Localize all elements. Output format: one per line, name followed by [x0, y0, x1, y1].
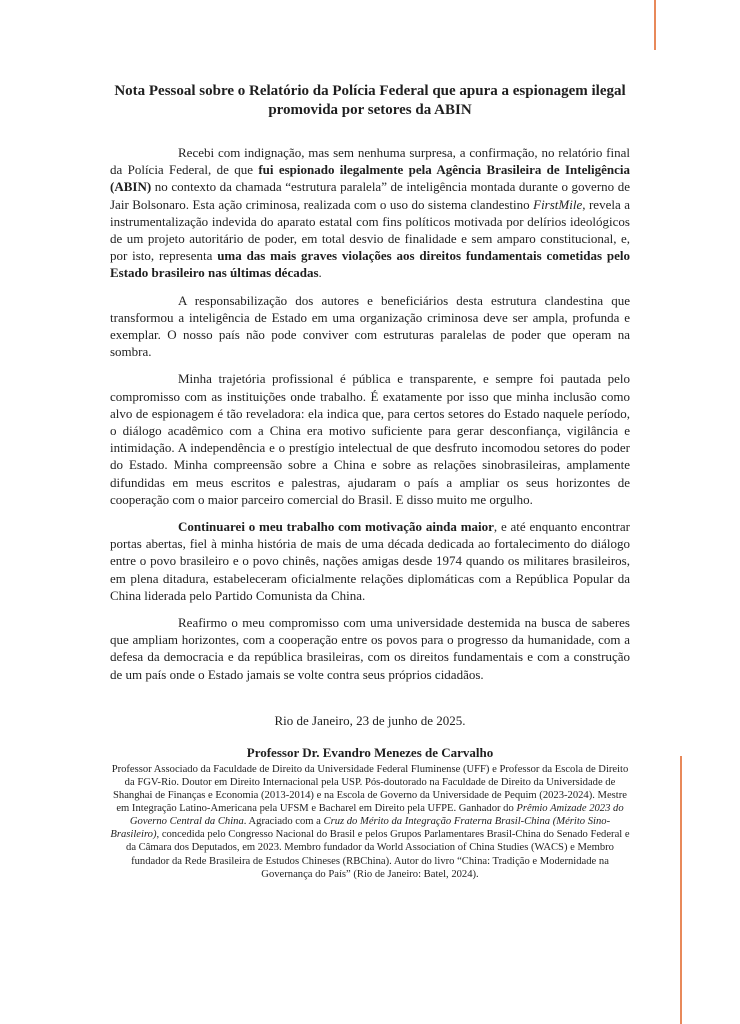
paragraph-2-run-0: A responsabilização dos autores e beneficiários desta estrutura clandestina que transformou a inteligência de Estado em uma organização criminosa deve ser ampla, profunda e exemplar. O nosso país não pode conviver com estruturas paralelas de poder que operam na sombra. — [110, 292, 630, 360]
paragraph-1-run-4: , revela a instrumentalização indevida do aparato estatal com fins políticos motivada por delírios ideológicos de um projeto autoritário de poder, em total desvio de finalidade e sem amparo constitucional, e, por isto, representa — [110, 196, 630, 264]
body-paragraph-4 — [110, 518, 630, 604]
paragraph-5-run-0: Reafirmo o meu compromisso com uma universidade destemida na busca de saberes que ampliam horizontes, com a cooperação entre os povos para o progresso da humanidade, com a defesa da democracia e da república brasileiras, com os direitos fundamentais e com a construção de um país onde o Estado jamais se volte contra seus próprios cidadãos. — [110, 615, 630, 682]
paragraph-1-run-2: no contexto da chamada “estrutura paralela” de inteligência montada durante o governo de Jair Bolsonaro. Esta ação criminosa, realizada com o uso do sistema clandestino — [110, 179, 630, 212]
author-name: Professor Dr. Evandro Menezes de Carvalho — [246, 744, 494, 760]
body-paragraph-5 — [110, 614, 630, 683]
paragraph-3-run-0: Minha trajetória profissional é pública e transparente, e sempre foi pautada pelo compromisso com as instituições onde trabalho. É exatamente por isso que minha inclusão como alvo de espionagem é tão reveladora: ela indica que, para certos setores do Estado naquele período, o diálogo acadêmico com a China era motivo suficiente para gerar desconfiança, vigilância e intimidação. A independência e o prestígio intelectual de que desfruto incomodou setores do poder do Estado. Minha compreensão sobre a China e sobre as relações sinobrasileiras, amplamente difundidas em meus escritos e palestras, ajudaram o país a ampliar os seus horizontes de cooperação com o maior parceiro comercial do Brasil. E disso muito me orgulho. — [110, 371, 630, 507]
accent-line-top — [654, 0, 656, 50]
author-bio — [110, 763, 630, 881]
bio-run-1-italic: Prêmio Amizade 2023 do Governo Central da China — [129, 803, 624, 828]
page-title: Nota Pessoal sobre o Relatório da Polícia Federal que apura a espionagem ilegal promovida por setores da ABIN — [114, 83, 626, 118]
place-date: Rio de Janeiro, 23 de junho de 2025. — [274, 712, 466, 728]
paragraph-4-run-0-bold: Continuarei o meu trabalho com motivação ainda maior — [178, 519, 494, 535]
paragraph-1-run-3-italic: FirstMile — [533, 196, 583, 212]
document — [110, 82, 630, 881]
paragraph-1-run-1-bold: fui espionado ilegalmente pela Agência Brasileira de Inteligência (ABIN) — [110, 162, 630, 195]
paragraph-1-run-5-bold: uma das mais graves violações aos direitos fundamentais cometidas pelo Estado brasileiro nas últimas décadas — [110, 248, 630, 281]
bio-run-2: . Agraciado com a — [243, 816, 324, 828]
accent-line-bottom — [680, 756, 682, 1024]
document-body — [110, 144, 630, 683]
body-paragraph-3 — [110, 370, 630, 508]
body-paragraph-1 — [110, 144, 630, 282]
paragraph-1-run-0: Recebi com indignação, mas sem nenhuma surpresa, a confirmação, no relatório final da Polícia Federal, de que — [110, 145, 630, 178]
paragraph-4-run-1: , e até enquanto encontrar portas abertas, fiel à minha história de mais de uma década dedicada ao fortalecimento do diálogo entre o povo brasileiro e o povo chinês, nações amigas desde 1974 quando os militares brasileiros, em plena ditadura, estabeleceram oficialmente relações diplomáticas com a República Popular da China liderada pelo Partido Comunista da China. — [110, 519, 631, 603]
paragraph-1-run-6: . — [318, 265, 322, 281]
body-paragraph-2 — [110, 292, 630, 361]
bio-run-4: , concedida pelo Congresso Nacional do Brasil e pelos Grupos Parlamentares Brasil-China do Senado Federal e da Câmara dos Deputados, em 2023. Membro fundador da World Association of China Studies (WACS) e Membro fundador da Rede Brasileira de Estudos Chineses (RBChina). Autor do livro “China: Tradição e Modernidade na Governança do País” (Rio de Janeiro: Batel, 2024). — [126, 829, 630, 880]
bio-run-0: Professor Associado da Faculdade de Direito da Universidade Federal Fluminense (UFF) e Professor da Escola de Direito da FGV-Rio. Doutor em Direito Internacional pela USP. Pós-doutorado na Faculdade de Direito da Universidade de Shanghai de Finanças e Economia (2013-2014) e na Escola de Governo da Universidade de Pequim (2023-2024). Mestre em Integração Latino-Americana pela UFSM e Bacharel em Direito pela UFPE. Ganhador do — [111, 763, 629, 815]
bio-run-3-italic: Cruz do Mérito da Integração Fraterna Brasil-China (Mérito Sino-Brasileiro) — [110, 816, 611, 841]
